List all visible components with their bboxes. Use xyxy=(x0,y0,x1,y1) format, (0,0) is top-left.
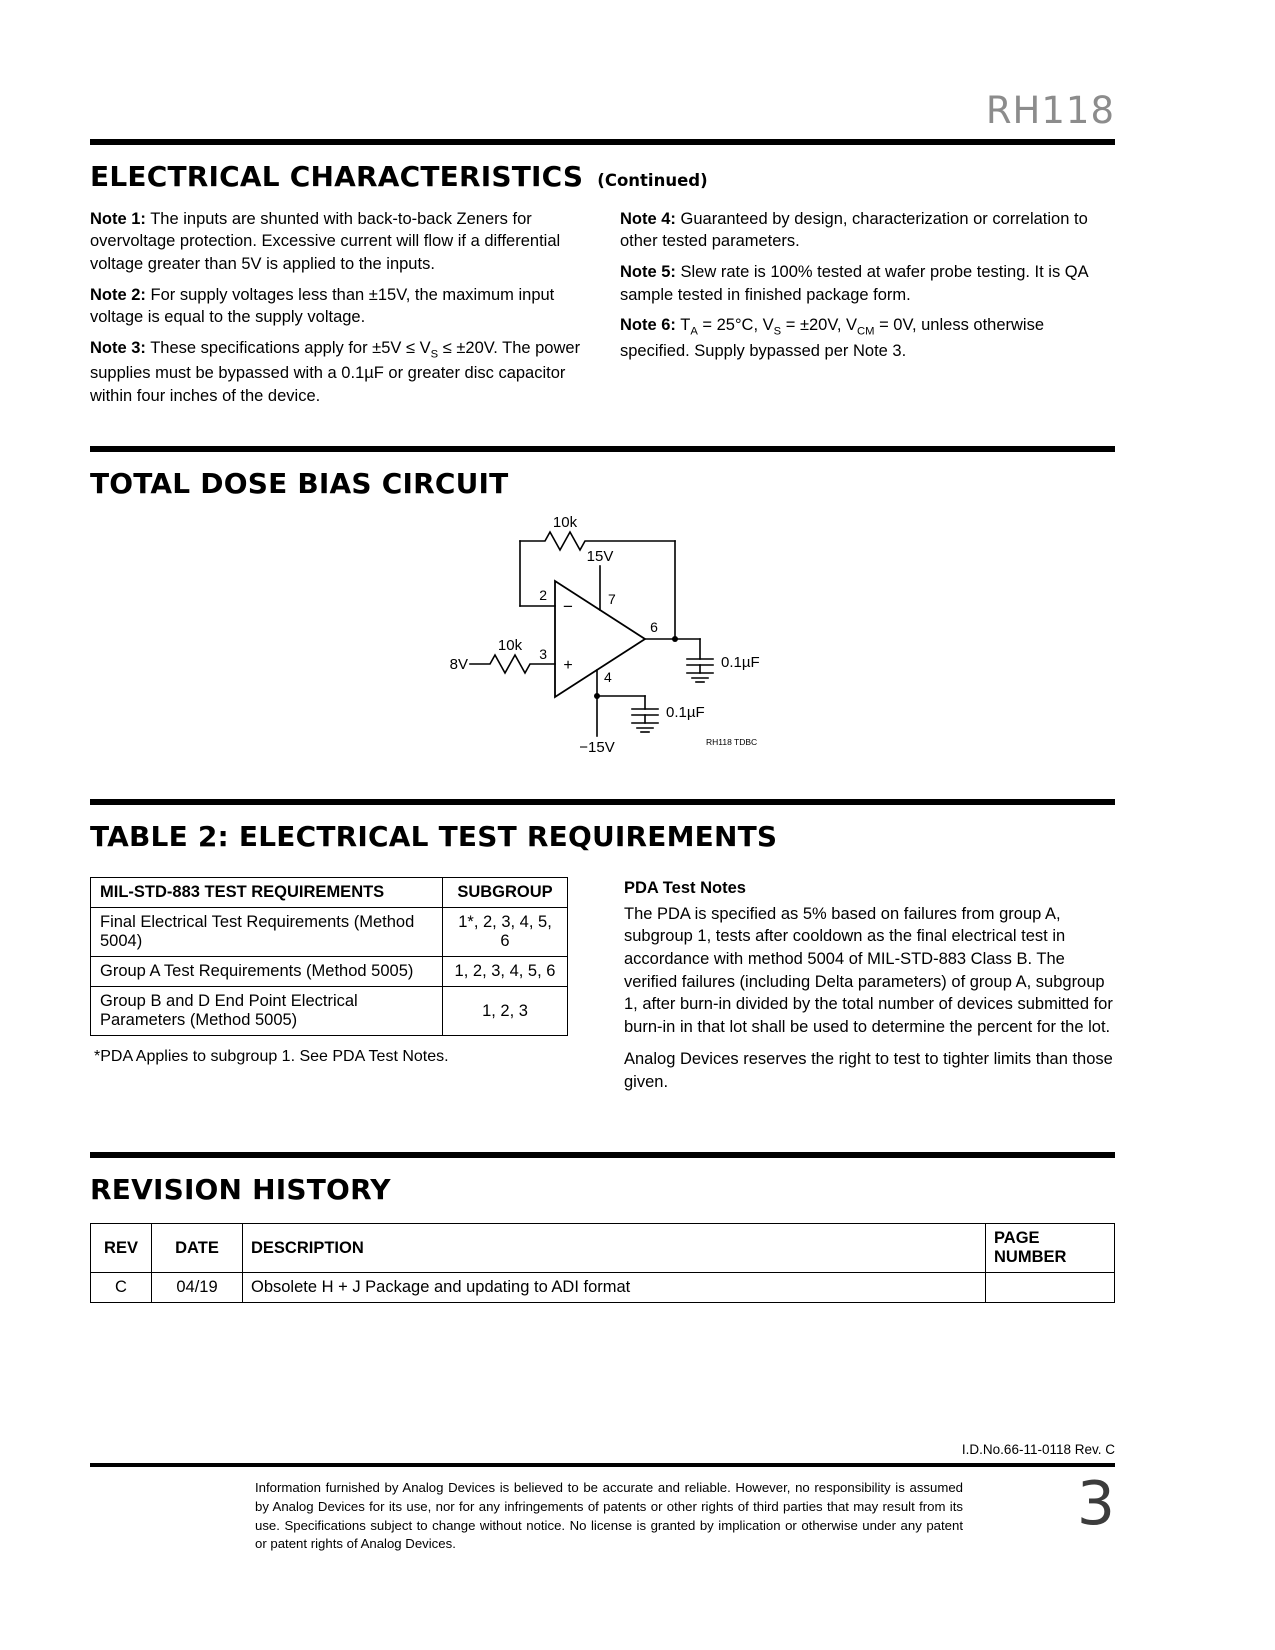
divider xyxy=(90,1152,1115,1158)
label-input-voltage: 8V xyxy=(449,656,468,674)
table-row xyxy=(91,908,568,957)
note-4 xyxy=(620,208,1114,253)
label-input-resistor: 10k xyxy=(497,637,523,655)
note-6-label: Note 6: xyxy=(620,316,676,335)
pda-test-notes xyxy=(624,877,1115,1103)
note-4-label: Note 4: xyxy=(620,209,676,228)
header-rev: REV xyxy=(91,1224,152,1273)
part-number: RH118 xyxy=(985,89,1115,132)
label-pin-7: 7 xyxy=(608,591,616,608)
inverting-input-sign: − xyxy=(563,597,573,617)
pda-paragraph: Analog Devices reserves the right to test to tighter limits than those given. xyxy=(624,1050,1113,1091)
note-6-text: T xyxy=(680,316,691,335)
section-title-bias-circuit: TOTAL DOSE BIAS CIRCUIT xyxy=(90,466,509,500)
notes-right-column xyxy=(620,208,1114,416)
note-3-text-cont: ≤ ±20V. The power supplies must be bypassed with a 0.1µF or greater disc capacitor within four inches of the device. xyxy=(90,338,581,406)
test-requirements-table xyxy=(90,877,568,1036)
page-number: 3 xyxy=(1076,1469,1115,1540)
divider xyxy=(90,139,1115,145)
label-pin-3: 3 xyxy=(539,646,547,663)
header-description: DESCRIPTION xyxy=(243,1224,986,1273)
note-3 xyxy=(90,337,584,408)
legal-disclaimer: Information furnished by Analog Devices is believed to be accurate and reliable. However, no responsibility is assumed by Analog Devices for its use, nor for any infringements of patents or other rights of third parties that may result from its use. Specifications subject to change without notice. No license is granted by implication or otherwise under any patent or patent rights of Analog Devices. xyxy=(255,1480,963,1552)
table-row xyxy=(91,987,568,1036)
section-title-revision-history: REVISION HISTORY xyxy=(90,1172,391,1206)
label-pin-2: 2 xyxy=(539,587,547,604)
note-3-label: Note 3: xyxy=(90,338,146,357)
subscript: CM xyxy=(857,325,875,338)
note-4-text: Guaranteed by design, characterization or correlation to other tested parameters. xyxy=(620,209,1088,251)
document-id: I.D.No.66-11-0118 Rev. C xyxy=(961,1442,1115,1458)
note-5-label: Note 5: xyxy=(620,262,676,281)
note-3-text: These specifications apply for ±5V ≤ V xyxy=(150,338,431,357)
pda-paragraph: The PDA is specified as 5% based on failures from group A, subgroup 1, tests after cooldown as the final electrical test in accordance with method 5004 of MIL-STD-883 Class B. The verified failures (including Delta parameters) of group A, subgroup 1, after burn-in divided by the total number of devices submitted for burn-in in that lot shall be used to determine the percent for the lot. xyxy=(624,904,1113,1036)
note-2 xyxy=(90,284,584,329)
label-negative-supply: −15V xyxy=(579,739,615,757)
requirement-cell: Final Electrical Test Requirements (Method 5004) xyxy=(91,908,443,957)
junction-dot xyxy=(672,636,678,642)
note-2-label: Note 2: xyxy=(90,285,146,304)
notes-section xyxy=(90,208,1115,416)
divider xyxy=(90,799,1115,805)
header-mil-std: MIL-STD-883 TEST REQUIREMENTS xyxy=(91,878,443,908)
header-subgroup: SUBGROUP xyxy=(443,878,568,908)
section-title-electrical xyxy=(90,162,1115,193)
note-5 xyxy=(620,261,1114,306)
label-supply-cap: 0.1µF xyxy=(666,704,705,722)
table-row xyxy=(91,957,568,987)
subscript: S xyxy=(430,348,439,361)
note-1 xyxy=(90,208,584,276)
junction-dot xyxy=(594,693,600,699)
note-6-text: = ±20V, V xyxy=(781,316,858,335)
page-content xyxy=(90,0,1115,1303)
divider xyxy=(90,446,1115,452)
subgroup-cell: 1, 2, 3, 4, 5, 6 xyxy=(443,957,568,987)
table-row xyxy=(91,1273,1115,1303)
section-title-text: ELECTRICAL CHARACTERISTICS xyxy=(90,160,584,193)
requirement-cell: Group B and D End Point Electrical Parameters (Method 5005) xyxy=(91,987,443,1036)
divider xyxy=(90,1463,1115,1467)
note-1-label: Note 1: xyxy=(90,209,146,228)
description-cell: Obsolete H + J Package and updating to ADI format xyxy=(243,1273,986,1303)
page-footer xyxy=(90,1442,1115,1554)
continued-label: (Continued) xyxy=(597,171,708,190)
subgroup-cell: 1, 2, 3 xyxy=(443,987,568,1036)
section-title-table2: TABLE 2: ELECTRICAL TEST REQUIREMENTS xyxy=(90,820,778,854)
requirement-cell: Group A Test Requirements (Method 5005) xyxy=(91,957,443,987)
note-5-text: Slew rate is 100% tested at wafer probe testing. It is QA sample tested in finished package form. xyxy=(620,262,1088,304)
label-pin-4: 4 xyxy=(604,669,612,686)
test-requirements-table-wrap xyxy=(90,877,568,1103)
label-pin-6: 6 xyxy=(650,619,658,636)
note-6-text: = 0V, unless otherwise specified. Supply bypassed per Note 3. xyxy=(620,316,1045,360)
header-date: DATE xyxy=(152,1224,243,1273)
rev-cell: C xyxy=(91,1273,152,1303)
subgroup-cell: 1*, 2, 3, 4, 5, 6 xyxy=(443,908,568,957)
noninverting-input-sign: + xyxy=(563,657,573,675)
table-header-row xyxy=(91,878,568,908)
header-page-number: PAGE NUMBER xyxy=(986,1224,1115,1273)
schematic-tag: RH118 TDBC xyxy=(706,737,758,748)
label-feedback-resistor: 10k xyxy=(552,514,578,532)
label-positive-supply: 15V xyxy=(586,548,614,566)
notes-left-column xyxy=(90,208,584,416)
table-footnote: *PDA Applies to subgroup 1. See PDA Test Notes. xyxy=(94,1048,449,1066)
bias-circuit-schematic xyxy=(440,511,780,761)
note-6 xyxy=(620,314,1114,362)
test-requirements-section xyxy=(90,877,1115,1103)
note-1-text: The inputs are shunted with back-to-back Zeners for overvoltage protection. Excessive current will flow if a differential voltage greater than 5V is applied to the inputs. xyxy=(90,209,561,273)
note-6-text: = 25°C, V xyxy=(697,316,774,335)
table-header-row xyxy=(91,1224,1115,1273)
page-number-cell xyxy=(986,1273,1115,1303)
footer-row xyxy=(90,1469,1115,1554)
note-2-text: For supply voltages less than ±15V, the maximum input voltage is equal to the supply voltage. xyxy=(90,285,555,327)
date-cell: 04/19 xyxy=(152,1273,243,1303)
label-output-cap: 0.1µF xyxy=(721,654,760,672)
subscript: S xyxy=(773,325,782,338)
pda-heading: PDA Test Notes xyxy=(624,879,746,898)
revision-history-table xyxy=(90,1223,1115,1303)
subscript: A xyxy=(690,325,698,338)
